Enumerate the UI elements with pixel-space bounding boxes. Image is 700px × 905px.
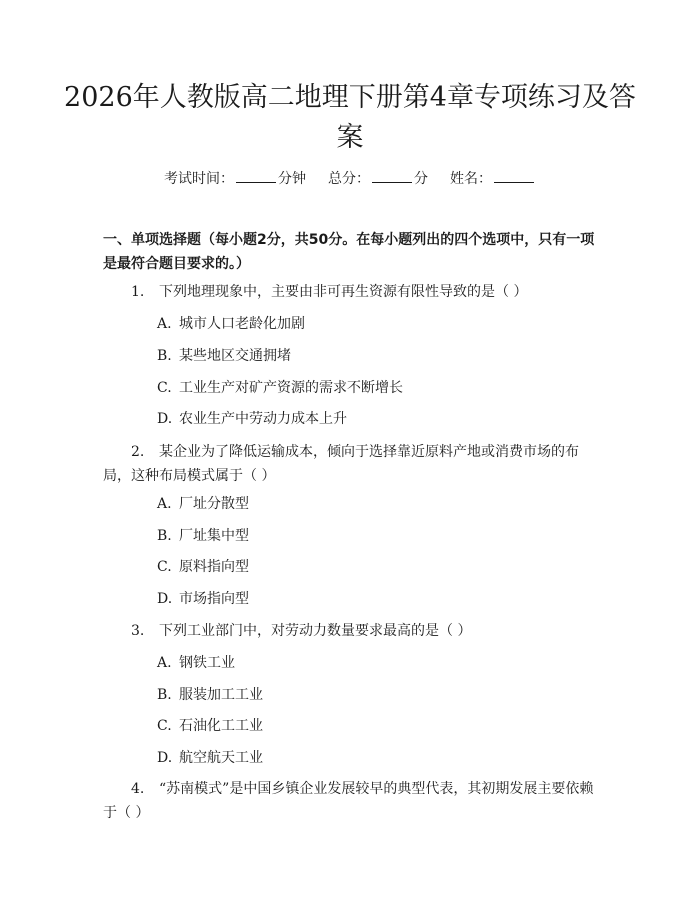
question-number: 3. xyxy=(131,623,145,639)
question-1-option-c: C. 工业生产对矿产资源的需求不断增长 xyxy=(157,380,403,396)
question-2-option-b: B. 厂址集中型 xyxy=(157,528,249,544)
question-number: 1. xyxy=(131,284,145,300)
question-3-option-b: B. 服装加工工业 xyxy=(157,687,263,703)
question-text: “苏南模式”是中国乡镇企业发展较早的典型代表，其初期发展主要依赖于（ ） xyxy=(103,781,594,821)
question-number: 4. xyxy=(131,781,145,797)
page-title: 2026年人教版高二地理下册第4章专项练习及答案 xyxy=(64,82,636,153)
question-text: 下列地理现象中，主要由非可再生资源有限性导致的是（ ） xyxy=(159,284,528,300)
score-unit: 分 xyxy=(414,171,428,187)
question-1-option-b: B. 某些地区交通拥堵 xyxy=(157,348,291,364)
section-heading: 一、单项选择题（每小题2分，共50分。在每小题列出的四个选项中，只有一项是最符合题目要求的。） xyxy=(103,232,595,272)
question-3-option-a: A. 钢铁工业 xyxy=(157,655,235,671)
question-2 xyxy=(103,440,603,488)
exam-info-line xyxy=(0,168,700,189)
question-2-option-c: C. 原料指向型 xyxy=(157,559,249,575)
time-unit: 分钟 xyxy=(278,171,306,187)
question-text: 某企业为了降低运输成本，倾向于选择靠近原料产地或消费市场的布局，这种布局模式属于（ ） xyxy=(103,444,579,484)
name-blank xyxy=(494,168,534,183)
question-1-option-a: A. 城市人口老龄化加剧 xyxy=(157,316,305,332)
question-number: 2. xyxy=(131,444,145,460)
time-label: 考试时间： xyxy=(164,171,234,187)
question-4 xyxy=(103,777,603,825)
name-label: 姓名： xyxy=(450,171,492,187)
question-text: 下列工业部门中，对劳动力数量要求最高的是（ ） xyxy=(159,623,472,639)
question-1 xyxy=(103,280,603,304)
score-label: 总分： xyxy=(328,171,370,187)
time-blank xyxy=(236,168,276,183)
question-2-option-d: D. 市场指向型 xyxy=(157,591,249,607)
question-2-option-a: A. 厂址分散型 xyxy=(157,496,249,512)
question-3-option-c: C. 石油化工工业 xyxy=(157,718,263,734)
question-3 xyxy=(103,619,603,643)
score-blank xyxy=(372,168,412,183)
question-3-option-d: D. 航空航天工业 xyxy=(157,750,263,766)
question-1-option-d: D. 农业生产中劳动力成本上升 xyxy=(157,411,347,427)
